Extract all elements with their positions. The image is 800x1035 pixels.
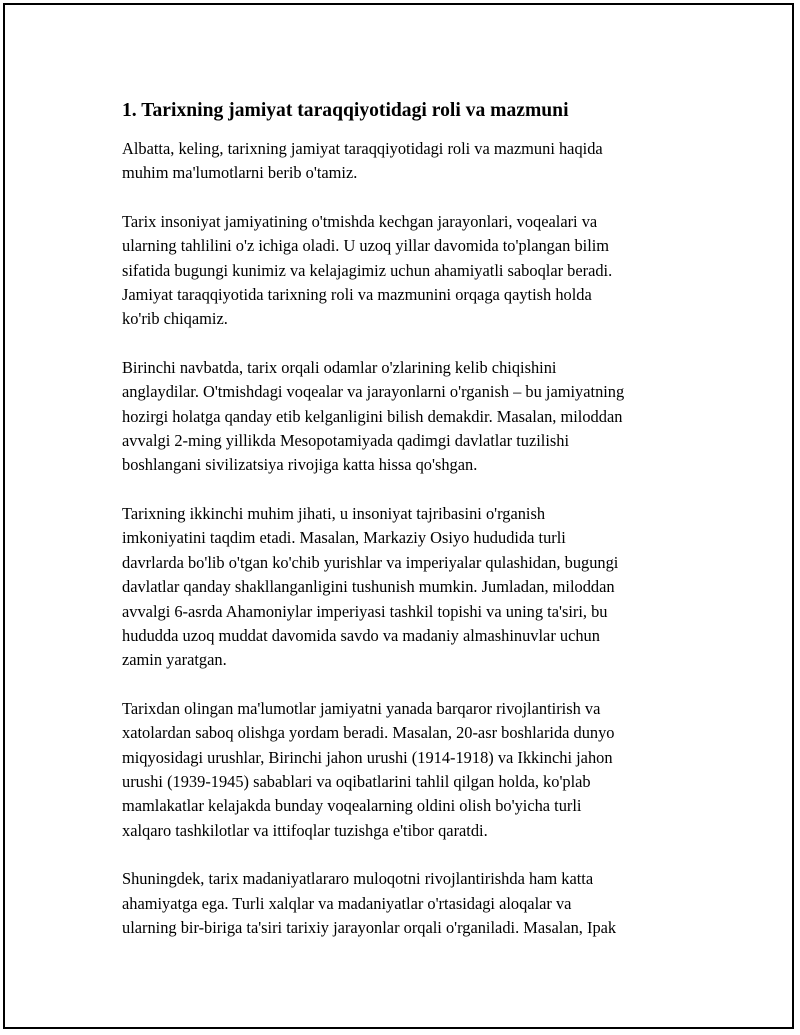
text-line: imkoniyatini taqdim etadi. Masalan, Markaziy Osiyo hududida turli <box>122 528 566 548</box>
text-line: ahamiyatga ega. Turli xalqlar va madaniyatlar o'rtasidagi aloqalar va <box>122 893 572 913</box>
text-line: avvalgi 6-asrda Ahamoniylar imperiyasi tashkil topishi va uning ta'siri, bu <box>122 601 608 621</box>
paragraph-2 <box>122 210 702 332</box>
page-frame <box>3 3 794 1029</box>
paragraph-6 <box>122 867 702 940</box>
text-line: zamin yaratgan. <box>122 650 227 670</box>
text-line: davrlarda bo'lib o'tgan ko'chib yurishlar va imperiyalar qulashidan, bugungi <box>122 552 619 572</box>
text-line: davlatlar qanday shakllanganligini tushunish mumkin. Jumladan, miloddan <box>122 577 615 597</box>
text-line: xalqaro tashkilotlar va ittifoqlar tuzishga e'tibor qaratdi. <box>122 820 488 840</box>
text-line: ularning tahlilini o'z ichiga oladi. U uzoq yillar davomida to'plangan bilim <box>122 236 610 256</box>
paragraph-1 <box>122 137 702 186</box>
text-line: ko'rib chiqamiz. <box>122 309 228 329</box>
paragraph-4 <box>122 502 702 673</box>
text-line: hududda uzoq muddat davomida savdo va madaniy almashinuvlar uchun <box>122 625 600 645</box>
paragraph-5 <box>122 697 702 843</box>
text-line: mamlakatlar kelajakda bunday voqealarning oldini olish bo'yicha turli <box>122 796 582 816</box>
document-title: 1. Tarixning jamiyat taraqqiyotidagi roli va mazmuni <box>122 100 569 121</box>
text-line: anglaydilar. O'tmishdagi voqealar va jarayonlarni o'rganish – bu jamiyatning <box>122 382 625 402</box>
text-line: hozirgi holatga qanday etib kelganligini bilish demakdir. Masalan, miloddan <box>122 406 623 426</box>
document-body <box>122 97 702 964</box>
text-line: xatolardan saboq olishga yordam beradi. Masalan, 20-asr boshlarida dunyo <box>122 723 615 743</box>
text-line: ularning bir-biriga ta'siri tarixiy jarayonlar orqali o'rganiladi. Masalan, Ipak <box>122 917 617 937</box>
text-line: Birinchi navbatda, tarix orqali odamlar o'zlarining kelib chiqishini <box>122 357 557 377</box>
text-line: Tarix insoniyat jamiyatining o'tmishda kechgan jarayonlari, voqealari va <box>122 211 598 231</box>
text-line: Jamiyat taraqqiyotida tarixning roli va mazmunini orqaga qaytish holda <box>122 285 592 305</box>
text-line: miqyosidagi urushlar, Birinchi jahon urushi (1914-1918) va Ikkinchi jahon <box>122 747 613 767</box>
text-line: muhim ma'lumotlarni berib o'tamiz. <box>122 163 358 183</box>
paragraph-3 <box>122 356 702 478</box>
text-line: Tarixning ikkinchi muhim jihati, u insoniyat tajribasini o'rganish <box>122 503 546 523</box>
text-line: sifatida bugungi kunimiz va kelajagimiz uchun ahamiyatli saboqlar beradi. <box>122 260 613 280</box>
text-line: Shuningdek, tarix madaniyatlararo muloqotni rivojlantirishda ham katta <box>122 869 594 889</box>
text-line: urushi (1939-1945) sabablari va oqibatlarini tahlil qilgan holda, ko'plab <box>122 771 591 791</box>
text-line: boshlangani sivilizatsiya rivojiga katta hissa qo'shgan. <box>122 455 478 475</box>
text-line: avvalgi 2-ming yillikda Mesopotamiyada qadimgi davlatlar tuzilishi <box>122 431 570 451</box>
text-line: Tarixdan olingan ma'lumotlar jamiyatni yanada barqaror rivojlantirish va <box>122 698 601 718</box>
text-line: Albatta, keling, tarixning jamiyat taraqqiyotidagi roli va mazmuni haqida <box>122 139 603 158</box>
